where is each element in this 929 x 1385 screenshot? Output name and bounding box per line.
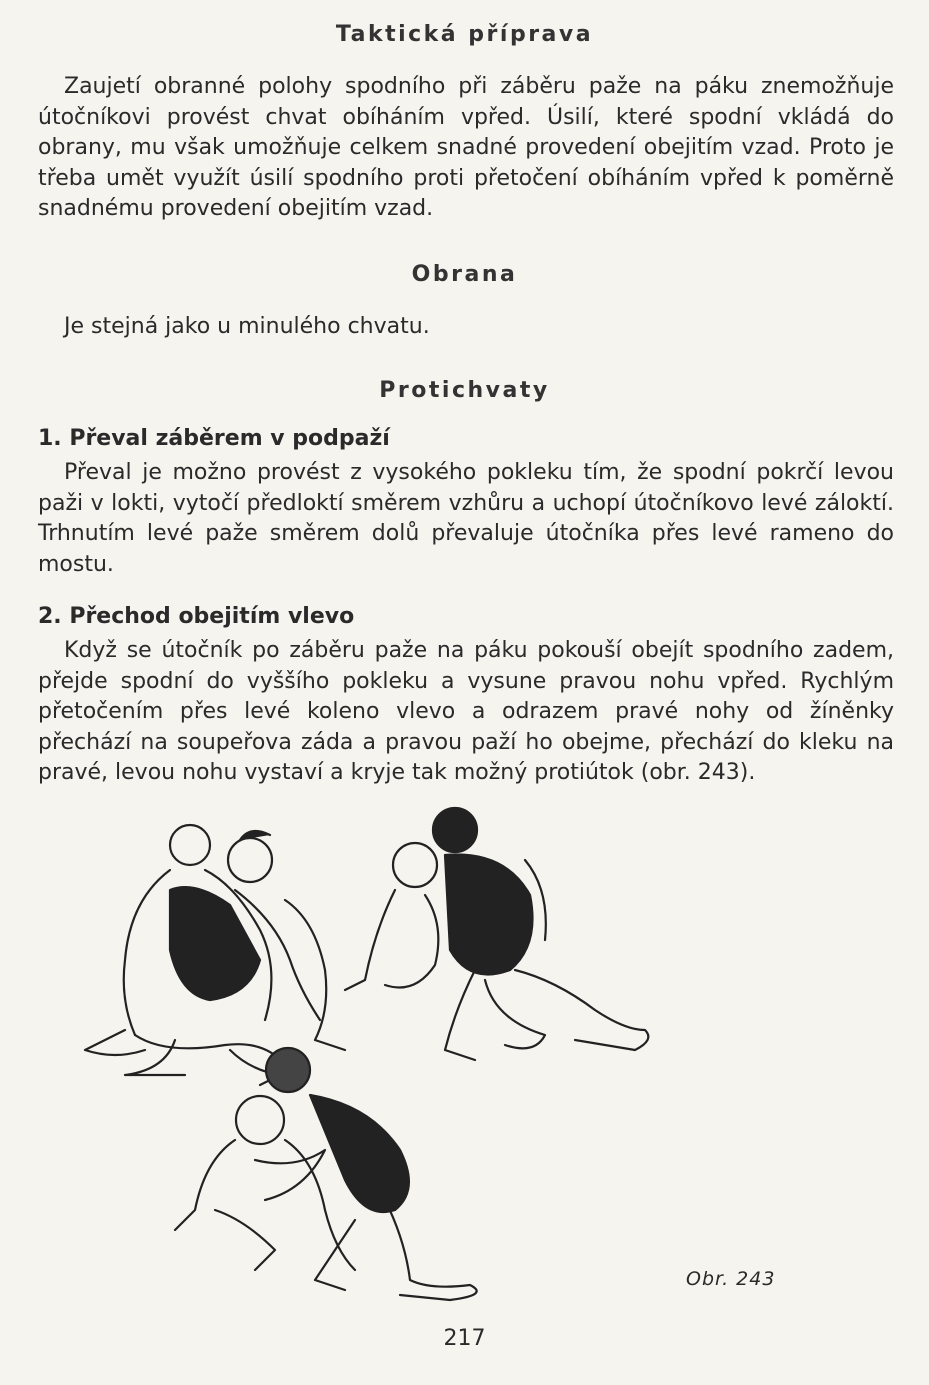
- wrestler-pair-bottom: [175, 1048, 477, 1300]
- page-number: 217: [443, 1326, 486, 1351]
- subheading-counter-1: 1. Převal záběrem v podpaží: [38, 426, 390, 451]
- paragraph-counter-2: Když se útočník po záběru paže na páku pokouší obejít spodního zadem, přejde spodní do vyššího pokleku a vysune pravou nohu vpřed. Rychlým přetočením přes levé koleno vlevo a odrazem pravé nohy od žíněnky přechází na soupeřova záda a pravou paží ho obejme, přechází do kleku na pravé, levou nohu vystaví a kryje tak možný protiútok (obr. 243).: [38, 638, 894, 785]
- subheading-counter-2: 2. Přechod obejitím vlevo: [38, 604, 355, 629]
- paragraph-tactical: Zaujetí obranné polohy spodního při záběru paže na páku znemožňuje útočníkovi provést chvat obíháním vpřed. Úsilí, které spodní vkládá do obrany, mu však umožňuje celkem snadné provedení obejitím vzad. Proto je třeba umět využít úsilí spodního proti přetočení obíháním vpřed k poměrně snadnému provedení obejitím vzad.: [38, 74, 894, 221]
- section-title-defense: Obrana: [411, 262, 518, 287]
- wrestler-pair-right: [345, 808, 648, 1060]
- wrestlers-drawing: [55, 800, 775, 1320]
- wrestler-pair-left: [85, 825, 345, 1085]
- wrestlers-illustration: [55, 800, 775, 1320]
- section-title-tactical: Taktická příprava: [335, 22, 594, 47]
- figure-caption: Obr. 243: [686, 1268, 776, 1290]
- paragraph-counter-1: Převal je možno provést z vysokého pokleku tím, že spodní pokrčí levou paži v lokti, vytočí předloktí směrem vzhůru a uchopí útočníkovo levé záloktí. Trhnutím levé paže směrem dolů převaluje útočníka přes levé rameno do mostu.: [38, 460, 894, 577]
- section-title-counters: Protichvaty: [379, 378, 550, 403]
- paragraph-defense: Je stejná jako u minulého chvatu.: [64, 314, 430, 339]
